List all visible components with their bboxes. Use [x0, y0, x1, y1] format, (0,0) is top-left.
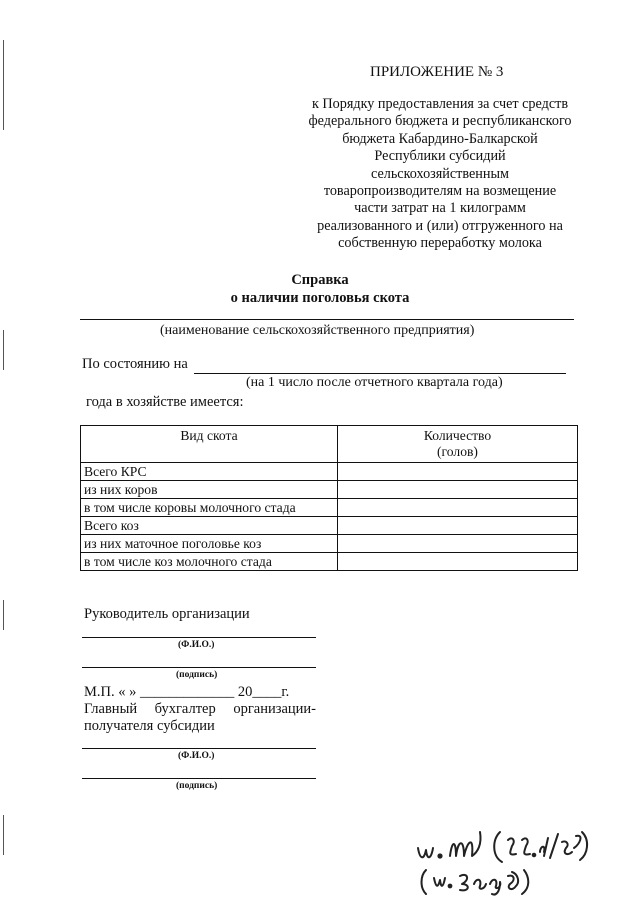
document-subtitle: о наличии поголовья скота	[230, 290, 410, 306]
as-of-date-line	[194, 373, 566, 374]
appendix-title: ПРИЛОЖЕНИЕ № 3	[370, 64, 504, 80]
livestock-table	[80, 425, 578, 571]
appendix-subtitle-line: части затрат на 1 килограмм	[354, 200, 526, 217]
livestock-type-cell: из них коров	[81, 481, 338, 499]
handwritten-signature	[412, 826, 612, 898]
livestock-type-cell: Всего КРС	[81, 463, 338, 481]
quantity-cell	[338, 499, 578, 517]
as-of-caption: (на 1 число после отчетного квартала года)	[246, 375, 503, 390]
accountant-label-cont: получателя субсидии	[84, 718, 215, 734]
appendix-subtitle-line: федерального бюджета и республиканского	[308, 113, 572, 130]
organization-name-line	[80, 319, 574, 320]
table-row	[81, 499, 578, 517]
appendix-subtitle-line: Республики субсидий	[374, 148, 506, 165]
table-row	[81, 535, 578, 553]
head-label: Руководитель организации	[84, 606, 250, 622]
head-fio-line	[82, 637, 316, 638]
column-header-type: Вид скота	[81, 426, 338, 463]
accountant-sign-line	[82, 778, 316, 779]
document-title: Справка	[291, 272, 349, 288]
quantity-cell	[338, 553, 578, 571]
scan-edge-mark	[3, 815, 4, 855]
quantity-cell	[338, 535, 578, 553]
table-header-row	[81, 426, 578, 463]
livestock-type-cell: Всего коз	[81, 517, 338, 535]
appendix-subtitle-line: собственную переработку молока	[338, 235, 542, 252]
handwriting-text	[0, 0, 1, 1]
organization-caption: (наименование сельскохозяйственного предприятия)	[160, 323, 475, 338]
table-row	[81, 463, 578, 481]
as-of-label: По состоянию на	[82, 356, 188, 372]
appendix-subtitle-line: сельскохозяйственным	[370, 165, 509, 182]
farm-text: года в хозяйстве имеется:	[86, 394, 244, 410]
fio-caption: (Ф.И.О.)	[178, 640, 215, 650]
scan-edge-mark	[3, 330, 4, 370]
appendix-subtitle-line: бюджета Кабардино-Балкарской	[342, 130, 538, 147]
quantity-cell	[338, 517, 578, 535]
stamp-date-line: М.П. « » _____________ 20____г.	[84, 684, 290, 700]
column-header-quantity: Количество (голов)	[338, 426, 578, 463]
quantity-cell	[338, 481, 578, 499]
sign-caption: (подпись)	[176, 670, 218, 680]
table-row	[81, 553, 578, 571]
table-row	[81, 481, 578, 499]
livestock-type-cell: в том числе коз молочного стада	[81, 553, 338, 571]
livestock-type-cell: в том числе коровы молочного стада	[81, 499, 338, 517]
fio-caption: (Ф.И.О.)	[178, 751, 215, 761]
accountant-label: Главный бухгалтер организации-	[84, 701, 316, 717]
appendix-subtitle-line: реализованного и (или) отгруженного на	[317, 217, 563, 234]
livestock-type-cell: из них маточное поголовье коз	[81, 535, 338, 553]
quantity-cell	[338, 463, 578, 481]
appendix-subtitle	[290, 96, 590, 253]
appendix-subtitle-line: к Порядку предоставления за счет средств	[311, 96, 569, 112]
table-row	[81, 517, 578, 535]
scan-edge-mark	[3, 600, 4, 630]
sign-caption: (подпись)	[176, 781, 218, 791]
accountant-fio-line	[82, 748, 316, 749]
appendix-subtitle-line: товаропроизводителям на возмещение	[323, 183, 557, 200]
head-sign-line	[82, 667, 316, 668]
scan-edge-mark	[3, 40, 4, 130]
